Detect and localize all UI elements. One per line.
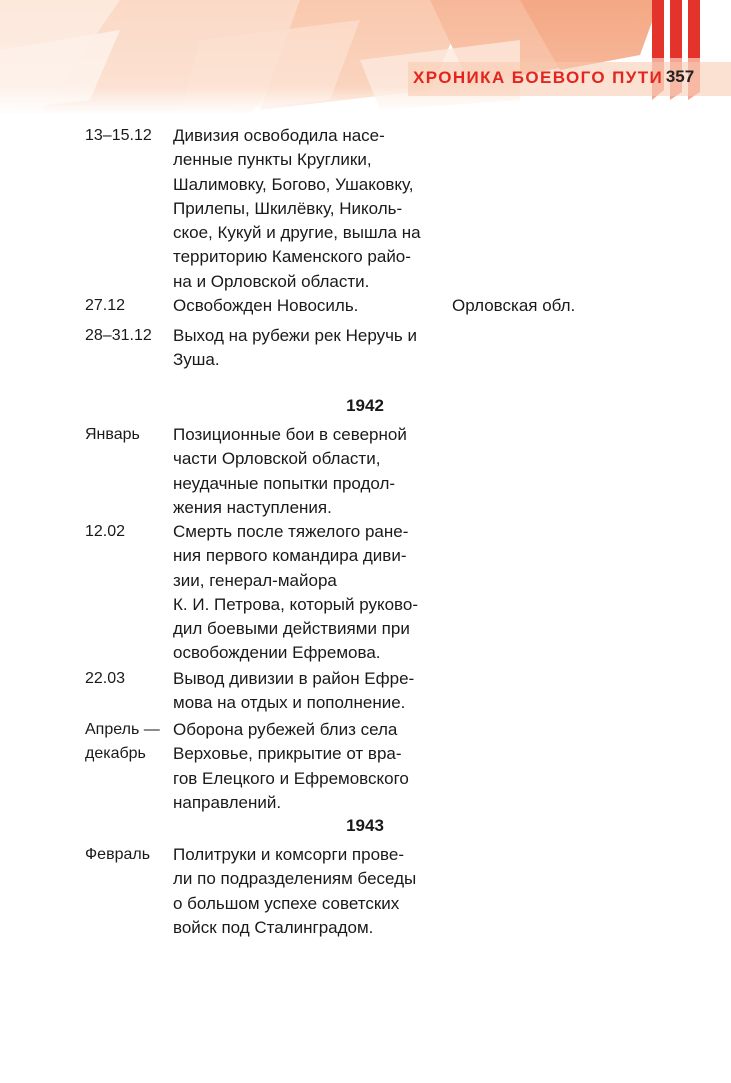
year-heading: 1942 bbox=[346, 396, 384, 415]
year-heading: 1943 bbox=[346, 816, 384, 835]
entry-text: Политруки и комсорги прове- ли по подразделениям беседы о большом успехе советских войск под Сталинградом. bbox=[173, 845, 417, 937]
entry-date: Апрель — декабрь bbox=[85, 721, 160, 762]
entry-date: 13–15.12 bbox=[85, 127, 152, 144]
entry-date: 27.12 bbox=[85, 297, 126, 314]
entry-date: Февраль bbox=[85, 846, 151, 863]
entry-text: Вывод дивизии в район Ефре- мова на отдых и пополнение. bbox=[173, 669, 415, 713]
entry-text: Позиционные бои в северной части Орловской области, неудачные попытки продол- жения наступления. bbox=[173, 425, 407, 517]
entry-date: Январь bbox=[85, 426, 140, 443]
entry-date: 22.03 bbox=[85, 670, 126, 687]
entry-text: Освобожден Новосиль. bbox=[173, 296, 359, 315]
running-header-title: ХРОНИКА БОЕВОГО ПУТИ bbox=[413, 68, 664, 87]
header-decoration bbox=[0, 0, 731, 115]
entry-date: 28–31.12 bbox=[85, 327, 152, 344]
entry-text: Дивизия освободила насе- ленные пункты Круглики, Шалимовку, Богово, Ушаковку, Прилепы, Шкилёвку, Николь- ское, Кукуй и другие, вышла на территорию Каменского райо- на и Орловской области. bbox=[173, 126, 421, 291]
page-number: 357 bbox=[665, 67, 695, 86]
entry-place: Орловская обл. bbox=[452, 296, 576, 315]
entry-text: Оборона рубежей близ села Верховье, прикрытие от вра- гов Елецкого и Ефремовского направлений. bbox=[173, 720, 409, 812]
entry-text: Смерть после тяжелого ране- ния первого командира диви- зии, генерал-майора К. И. Петрова, который руково- дил боевыми действиями при освобождении Ефремова. bbox=[173, 522, 419, 663]
entry-date: 12.02 bbox=[85, 523, 126, 540]
header-background-art bbox=[0, 0, 731, 115]
entry-text: Выход на рубежи рек Неручь и Зуша. bbox=[173, 326, 418, 370]
